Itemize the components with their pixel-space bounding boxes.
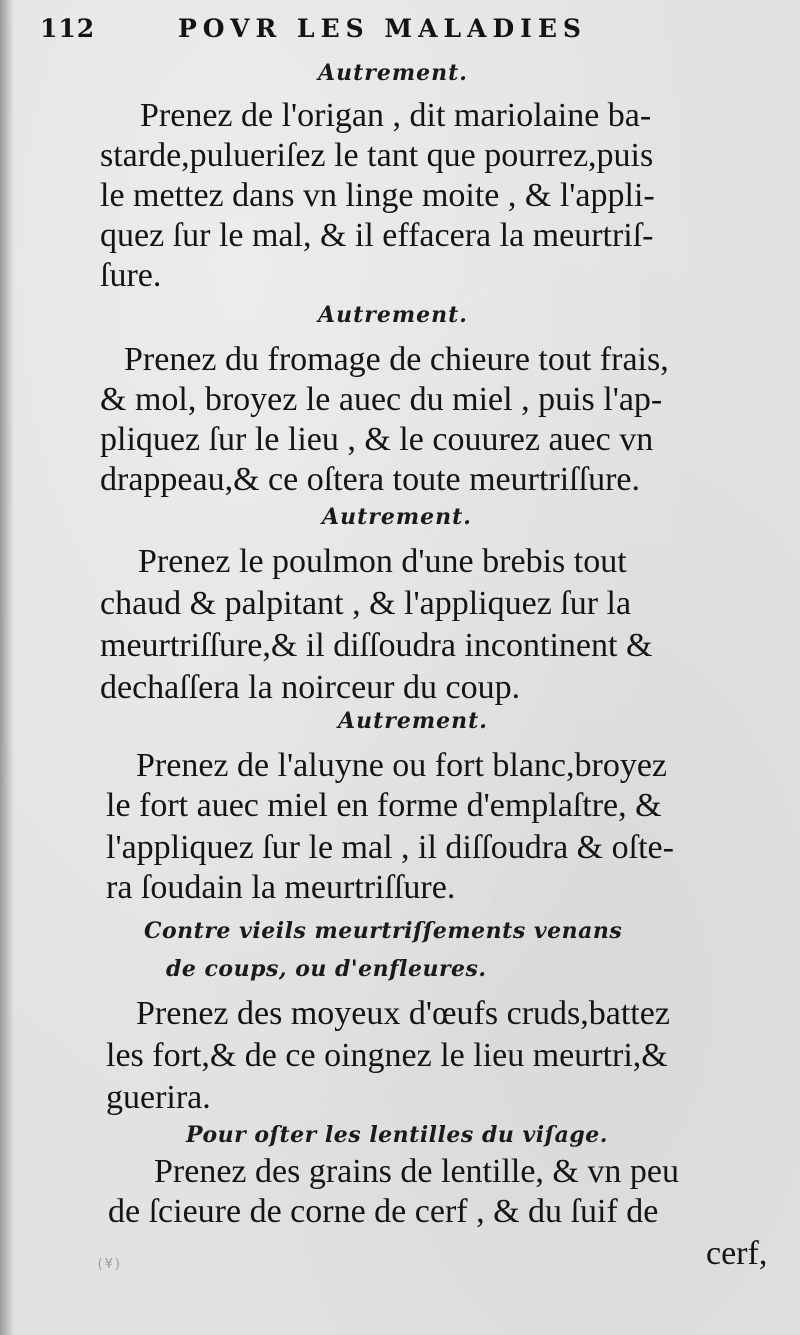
text-line: chaud & palpitant , & l'appliquez ſur la	[100, 585, 632, 622]
library-stamp: (¥)	[96, 1257, 123, 1272]
text-line: Prenez des grains de lentille, & vn peu	[154, 1153, 679, 1190]
section-heading: Autrement.	[322, 504, 472, 530]
page-header	[40, 14, 680, 54]
text-line: pliquez ſur le lieu , & le couurez auec vn	[100, 421, 654, 458]
text-line: ſure.	[100, 257, 162, 294]
text-line: Prenez de l'origan , dit mariolaine ba-	[140, 97, 652, 134]
section-heading: Autrement.	[318, 302, 468, 328]
section-heading: Contre vieils meurtriſſements venans	[144, 918, 623, 944]
text-line: Prenez du fromage de chieure tout frais,	[124, 341, 669, 378]
text-line: l'appliquez ſur le mal , il diſſoudra & oſte-	[106, 829, 674, 866]
text-line: cerf,	[706, 1235, 768, 1272]
text-line: drappeau,& ce oſtera toute meurtriſſure.	[100, 461, 640, 498]
text-line: & mol, broyez le auec du miel , puis l'ap-	[100, 381, 663, 418]
text-line: de ſcieure de corne de cerf , & du ſuif de	[108, 1193, 659, 1230]
text-line: le mettez dans vn linge moite , & l'appli-	[100, 177, 655, 214]
page-number: 112	[40, 14, 96, 43]
page-gutter-shadow	[0, 0, 14, 1335]
text-line: meurtriſſure,& il diſſoudra incontinent &	[100, 627, 653, 664]
text-line: Prenez des moyeux d'œufs cruds,battez	[136, 995, 670, 1032]
running-title: POVR LES MALADIES	[178, 14, 587, 43]
text-line: quez ſur le mal, & il effacera la meurtriſ-	[100, 217, 654, 254]
section-heading: Pour oſter les lentilles du viſage.	[186, 1122, 608, 1148]
section-heading-continued: de coups, ou d'enfleures.	[166, 956, 487, 982]
text-line: starde,pulueriſez le tant que pourrez,puis	[100, 137, 654, 174]
section-heading: Autrement.	[318, 60, 468, 86]
text-line: ra ſoudain la meurtriſſure.	[106, 869, 456, 906]
text-line: les fort,& de ce oingnez le lieu meurtri,&	[106, 1037, 668, 1074]
text-line: le fort auec miel en forme d'emplaſtre, &	[106, 787, 662, 824]
text-line: Prenez de l'aluyne ou fort blanc,broyez	[136, 747, 668, 784]
text-line: dechaſſera la noirceur du coup.	[100, 669, 521, 706]
text-line: Prenez le poulmon d'une brebis tout	[138, 543, 627, 580]
text-line: guerira.	[106, 1079, 211, 1116]
section-heading: Autrement.	[338, 708, 488, 734]
